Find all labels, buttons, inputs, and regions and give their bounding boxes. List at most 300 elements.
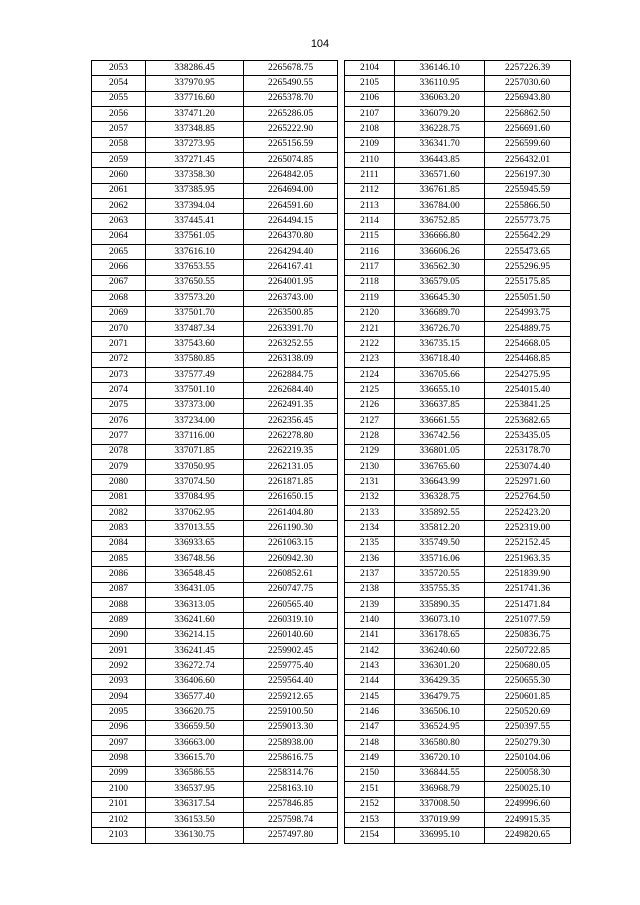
y-coordinate-cell: 2262491.35 (244, 398, 338, 413)
table-row (345, 183, 571, 198)
point-number-cell: 2097 (92, 736, 146, 751)
y-coordinate-cell: 2264294.40 (244, 245, 338, 260)
y-coordinate-cell: 2261404.80 (244, 505, 338, 520)
x-coordinate-cell: 336537.95 (146, 782, 244, 797)
table-row (345, 613, 571, 628)
point-number-cell: 2144 (345, 674, 395, 689)
y-coordinate-cell: 2254275.95 (485, 367, 571, 382)
table-row (92, 383, 338, 398)
point-number-cell: 2103 (92, 828, 146, 843)
y-coordinate-cell: 2254668.05 (485, 337, 571, 352)
y-coordinate-cell: 2255945.59 (485, 183, 571, 198)
point-number-cell: 2146 (345, 705, 395, 720)
x-coordinate-cell: 337385.95 (146, 183, 244, 198)
table-row (345, 536, 571, 551)
x-coordinate-cell: 337501.70 (146, 306, 244, 321)
y-coordinate-cell: 2255642.29 (485, 229, 571, 244)
point-number-cell: 2071 (92, 337, 146, 352)
x-coordinate-cell: 337394.04 (146, 199, 244, 214)
point-number-cell: 2064 (92, 229, 146, 244)
x-coordinate-cell: 336313.05 (146, 598, 244, 613)
y-coordinate-cell: 2250601.85 (485, 690, 571, 705)
x-coordinate-cell: 336637.85 (395, 398, 485, 413)
y-coordinate-cell: 2265490.55 (244, 76, 338, 91)
y-coordinate-cell: 2263138.09 (244, 352, 338, 367)
table-row (345, 413, 571, 428)
table-row (345, 245, 571, 260)
point-number-cell: 2137 (345, 567, 395, 582)
table-row (92, 229, 338, 244)
y-coordinate-cell: 2249820.65 (485, 828, 571, 843)
y-coordinate-cell: 2253841.25 (485, 398, 571, 413)
point-number-cell: 2148 (345, 736, 395, 751)
x-coordinate-cell: 338286.45 (146, 61, 244, 76)
point-number-cell: 2060 (92, 168, 146, 183)
point-number-cell: 2104 (345, 61, 395, 76)
y-coordinate-cell: 2262684.40 (244, 383, 338, 398)
y-coordinate-cell: 2260565.40 (244, 598, 338, 613)
point-number-cell: 2139 (345, 598, 395, 613)
table-row (92, 183, 338, 198)
point-number-cell: 2065 (92, 245, 146, 260)
point-number-cell: 2117 (345, 260, 395, 275)
table-row (92, 337, 338, 352)
point-number-cell: 2100 (92, 782, 146, 797)
table-row (345, 107, 571, 122)
y-coordinate-cell: 2265678.75 (244, 61, 338, 76)
table-row (92, 690, 338, 705)
point-number-cell: 2142 (345, 644, 395, 659)
x-coordinate-cell: 336661.55 (395, 413, 485, 428)
point-number-cell: 2143 (345, 659, 395, 674)
y-coordinate-cell: 2261650.15 (244, 490, 338, 505)
table-row (345, 505, 571, 520)
y-coordinate-cell: 2256943.80 (485, 91, 571, 106)
y-coordinate-cell: 2262219.35 (244, 444, 338, 459)
table-row (345, 275, 571, 290)
table-row (92, 505, 338, 520)
point-number-cell: 2101 (92, 797, 146, 812)
x-coordinate-cell: 337074.50 (146, 475, 244, 490)
x-coordinate-cell: 335890.35 (395, 598, 485, 613)
y-coordinate-cell: 2261190.30 (244, 521, 338, 536)
y-coordinate-cell: 2252764.50 (485, 490, 571, 505)
table-row (345, 429, 571, 444)
y-coordinate-cell: 2259013.30 (244, 720, 338, 735)
x-coordinate-cell: 336655.10 (395, 383, 485, 398)
y-coordinate-cell: 2263252.55 (244, 337, 338, 352)
table-row (92, 306, 338, 321)
table-row (92, 751, 338, 766)
x-coordinate-cell: 336571.60 (395, 168, 485, 183)
y-coordinate-cell: 2249996.60 (485, 797, 571, 812)
table-row (92, 107, 338, 122)
x-coordinate-cell: 337445.41 (146, 214, 244, 229)
table-row (345, 444, 571, 459)
y-coordinate-cell: 2256197.30 (485, 168, 571, 183)
y-coordinate-cell: 2254993.75 (485, 306, 571, 321)
point-number-cell: 2068 (92, 291, 146, 306)
y-coordinate-cell: 2258163.10 (244, 782, 338, 797)
point-number-cell: 2081 (92, 490, 146, 505)
x-coordinate-cell: 337050.95 (146, 459, 244, 474)
point-number-cell: 2084 (92, 536, 146, 551)
y-coordinate-cell: 2255051.50 (485, 291, 571, 306)
y-coordinate-cell: 2250025.10 (485, 782, 571, 797)
x-coordinate-cell: 336844.55 (395, 766, 485, 781)
table-row (92, 413, 338, 428)
x-coordinate-cell: 336214.15 (146, 628, 244, 643)
table-row (92, 459, 338, 474)
y-coordinate-cell: 2259902.45 (244, 644, 338, 659)
y-coordinate-cell: 2250520.69 (485, 705, 571, 720)
y-coordinate-cell: 2252152.45 (485, 536, 571, 551)
y-coordinate-cell: 2257846.85 (244, 797, 338, 812)
table-row (345, 76, 571, 91)
x-coordinate-cell: 336548.45 (146, 567, 244, 582)
x-coordinate-cell: 336606.26 (395, 245, 485, 260)
table-row (345, 459, 571, 474)
y-coordinate-cell: 2263743.00 (244, 291, 338, 306)
x-coordinate-cell: 337373.00 (146, 398, 244, 413)
point-number-cell: 2083 (92, 521, 146, 536)
point-number-cell: 2056 (92, 107, 146, 122)
point-number-cell: 2099 (92, 766, 146, 781)
x-coordinate-cell: 336577.40 (146, 690, 244, 705)
table-row (345, 598, 571, 613)
x-coordinate-cell: 336580.80 (395, 736, 485, 751)
x-coordinate-cell: 336178.65 (395, 628, 485, 643)
table-row (92, 153, 338, 168)
table-row (92, 61, 338, 76)
point-number-cell: 2094 (92, 690, 146, 705)
x-coordinate-cell: 336073.10 (395, 613, 485, 628)
x-coordinate-cell: 336240.60 (395, 644, 485, 659)
point-number-cell: 2106 (345, 91, 395, 106)
table-row (92, 797, 338, 812)
point-number-cell: 2070 (92, 321, 146, 336)
table-row (345, 352, 571, 367)
table-row (345, 812, 571, 827)
x-coordinate-cell: 336241.45 (146, 644, 244, 659)
y-coordinate-cell: 2264001.95 (244, 275, 338, 290)
point-number-cell: 2120 (345, 306, 395, 321)
table-row (92, 275, 338, 290)
x-coordinate-cell: 335812.20 (395, 521, 485, 536)
table-row (345, 766, 571, 781)
point-number-cell: 2078 (92, 444, 146, 459)
y-coordinate-cell: 2265222.90 (244, 122, 338, 137)
y-coordinate-cell: 2264370.80 (244, 229, 338, 244)
x-coordinate-cell: 336720.10 (395, 751, 485, 766)
y-coordinate-cell: 2262356.45 (244, 413, 338, 428)
point-number-cell: 2110 (345, 153, 395, 168)
y-coordinate-cell: 2264494.15 (244, 214, 338, 229)
x-coordinate-cell: 337561.05 (146, 229, 244, 244)
point-number-cell: 2076 (92, 413, 146, 428)
table-row (345, 674, 571, 689)
x-coordinate-cell: 336659.50 (146, 720, 244, 735)
table-row (92, 766, 338, 781)
x-coordinate-cell: 336705.66 (395, 367, 485, 382)
x-coordinate-cell: 336761.85 (395, 183, 485, 198)
table-row (345, 398, 571, 413)
point-number-cell: 2133 (345, 505, 395, 520)
x-coordinate-cell: 337062.95 (146, 505, 244, 520)
y-coordinate-cell: 2262884.75 (244, 367, 338, 382)
x-coordinate-cell: 337471.20 (146, 107, 244, 122)
table-row (345, 199, 571, 214)
y-coordinate-cell: 2255866.50 (485, 199, 571, 214)
table-row (345, 214, 571, 229)
y-coordinate-cell: 2265074.85 (244, 153, 338, 168)
x-coordinate-cell: 336995.10 (395, 828, 485, 843)
table-row (345, 782, 571, 797)
point-number-cell: 2116 (345, 245, 395, 260)
table-row (92, 260, 338, 275)
table-row (345, 91, 571, 106)
x-coordinate-cell: 336765.60 (395, 459, 485, 474)
x-coordinate-cell: 336666.80 (395, 229, 485, 244)
y-coordinate-cell: 2262278.80 (244, 429, 338, 444)
x-coordinate-cell: 337234.00 (146, 413, 244, 428)
point-number-cell: 2092 (92, 659, 146, 674)
table-row (345, 291, 571, 306)
table-row (92, 812, 338, 827)
y-coordinate-cell: 2253074.40 (485, 459, 571, 474)
x-coordinate-cell: 337970.95 (146, 76, 244, 91)
point-number-cell: 2135 (345, 536, 395, 551)
table-row (92, 475, 338, 490)
point-number-cell: 2066 (92, 260, 146, 275)
point-number-cell: 2102 (92, 812, 146, 827)
point-number-cell: 2085 (92, 552, 146, 567)
x-coordinate-cell: 336643.99 (395, 475, 485, 490)
point-number-cell: 2119 (345, 291, 395, 306)
point-number-cell: 2075 (92, 398, 146, 413)
table-row (345, 552, 571, 567)
table-row (345, 475, 571, 490)
table-row (345, 736, 571, 751)
point-number-cell: 2086 (92, 567, 146, 582)
x-coordinate-cell: 336153.50 (146, 812, 244, 827)
point-number-cell: 2087 (92, 582, 146, 597)
x-coordinate-cell: 336726.70 (395, 321, 485, 336)
table-row (92, 536, 338, 551)
x-coordinate-cell: 335892.55 (395, 505, 485, 520)
table-row (92, 521, 338, 536)
point-number-cell: 2145 (345, 690, 395, 705)
table-row (345, 751, 571, 766)
y-coordinate-cell: 2250722.85 (485, 644, 571, 659)
x-coordinate-cell: 337716.60 (146, 91, 244, 106)
x-coordinate-cell: 336524.95 (395, 720, 485, 735)
y-coordinate-cell: 2252971.60 (485, 475, 571, 490)
table-row (345, 705, 571, 720)
point-number-cell: 2154 (345, 828, 395, 843)
y-coordinate-cell: 2260852.61 (244, 567, 338, 582)
x-coordinate-cell: 336079.20 (395, 107, 485, 122)
point-number-cell: 2077 (92, 429, 146, 444)
y-coordinate-cell: 2259100.50 (244, 705, 338, 720)
y-coordinate-cell: 2258616.75 (244, 751, 338, 766)
y-coordinate-cell: 2258938.00 (244, 736, 338, 751)
y-coordinate-cell: 2252319.00 (485, 521, 571, 536)
y-coordinate-cell: 2265378.70 (244, 91, 338, 106)
table-row (345, 659, 571, 674)
table-row (92, 168, 338, 183)
table-row (345, 168, 571, 183)
x-coordinate-cell: 336317.54 (146, 797, 244, 812)
point-number-cell: 2123 (345, 352, 395, 367)
point-number-cell: 2149 (345, 751, 395, 766)
table-row (345, 628, 571, 643)
table-row (345, 567, 571, 582)
point-number-cell: 2090 (92, 628, 146, 643)
point-number-cell: 2089 (92, 613, 146, 628)
x-coordinate-cell: 336784.00 (395, 199, 485, 214)
table-row (345, 582, 571, 597)
y-coordinate-cell: 2250058.30 (485, 766, 571, 781)
table-row (92, 582, 338, 597)
x-coordinate-cell: 336718.40 (395, 352, 485, 367)
point-number-cell: 2080 (92, 475, 146, 490)
table-row (92, 567, 338, 582)
table-row (92, 490, 338, 505)
table-row (92, 644, 338, 659)
table-row (92, 398, 338, 413)
point-number-cell: 2118 (345, 275, 395, 290)
point-number-cell: 2127 (345, 413, 395, 428)
point-number-cell: 2125 (345, 383, 395, 398)
y-coordinate-cell: 2262131.05 (244, 459, 338, 474)
x-coordinate-cell: 337650.55 (146, 275, 244, 290)
page-number: 104 (310, 38, 330, 50)
point-number-cell: 2152 (345, 797, 395, 812)
y-coordinate-cell: 2263500.85 (244, 306, 338, 321)
x-coordinate-cell: 336443.85 (395, 153, 485, 168)
table-row (345, 521, 571, 536)
point-number-cell: 2129 (345, 444, 395, 459)
y-coordinate-cell: 2250655.30 (485, 674, 571, 689)
table-row (92, 659, 338, 674)
x-coordinate-cell: 336063.20 (395, 91, 485, 106)
point-number-cell: 2058 (92, 137, 146, 152)
x-coordinate-cell: 336328.75 (395, 490, 485, 505)
point-number-cell: 2130 (345, 459, 395, 474)
table-row (92, 828, 338, 843)
x-coordinate-cell: 336748.56 (146, 552, 244, 567)
y-coordinate-cell: 2264167.41 (244, 260, 338, 275)
point-number-cell: 2140 (345, 613, 395, 628)
point-number-cell: 2105 (345, 76, 395, 91)
point-number-cell: 2055 (92, 91, 146, 106)
table-row (92, 91, 338, 106)
point-number-cell: 2107 (345, 107, 395, 122)
y-coordinate-cell: 2260140.60 (244, 628, 338, 643)
y-coordinate-cell: 2265156.59 (244, 137, 338, 152)
x-coordinate-cell: 336933.65 (146, 536, 244, 551)
table-row (345, 690, 571, 705)
y-coordinate-cell: 2261063.15 (244, 536, 338, 551)
point-number-cell: 2096 (92, 720, 146, 735)
point-number-cell: 2128 (345, 429, 395, 444)
point-number-cell: 2147 (345, 720, 395, 735)
point-number-cell: 2141 (345, 628, 395, 643)
point-number-cell: 2061 (92, 183, 146, 198)
point-number-cell: 2134 (345, 521, 395, 536)
table-row (92, 367, 338, 382)
x-coordinate-cell: 336579.05 (395, 275, 485, 290)
point-number-cell: 2131 (345, 475, 395, 490)
coordinate-table-left (91, 60, 338, 844)
point-number-cell: 2113 (345, 199, 395, 214)
table-row (345, 260, 571, 275)
x-coordinate-cell: 335749.50 (395, 536, 485, 551)
table-row (92, 245, 338, 260)
x-coordinate-cell: 335720.55 (395, 567, 485, 582)
table-row (345, 644, 571, 659)
table-row (92, 429, 338, 444)
x-coordinate-cell: 337616.10 (146, 245, 244, 260)
x-coordinate-cell: 336479.75 (395, 690, 485, 705)
table-row (345, 383, 571, 398)
point-number-cell: 2153 (345, 812, 395, 827)
x-coordinate-cell: 336735.15 (395, 337, 485, 352)
table-row (345, 122, 571, 137)
point-number-cell: 2150 (345, 766, 395, 781)
table-row (92, 214, 338, 229)
y-coordinate-cell: 2264591.60 (244, 199, 338, 214)
point-number-cell: 2126 (345, 398, 395, 413)
point-number-cell: 2074 (92, 383, 146, 398)
table-row (92, 598, 338, 613)
x-coordinate-cell: 337084.95 (146, 490, 244, 505)
x-coordinate-cell: 336406.60 (146, 674, 244, 689)
table-row (92, 720, 338, 735)
table-row (345, 490, 571, 505)
y-coordinate-cell: 2265286.05 (244, 107, 338, 122)
y-coordinate-cell: 2260319.10 (244, 613, 338, 628)
x-coordinate-cell: 336301.20 (395, 659, 485, 674)
x-coordinate-cell: 336431.05 (146, 582, 244, 597)
point-number-cell: 2115 (345, 229, 395, 244)
x-coordinate-cell: 337653.55 (146, 260, 244, 275)
y-coordinate-cell: 2256691.60 (485, 122, 571, 137)
point-number-cell: 2136 (345, 552, 395, 567)
table-row (92, 613, 338, 628)
x-coordinate-cell: 336742.56 (395, 429, 485, 444)
y-coordinate-cell: 2256599.60 (485, 137, 571, 152)
x-coordinate-cell: 337271.45 (146, 153, 244, 168)
x-coordinate-cell: 336689.70 (395, 306, 485, 321)
x-coordinate-cell: 336801.05 (395, 444, 485, 459)
y-coordinate-cell: 2251963.35 (485, 552, 571, 567)
point-number-cell: 2093 (92, 674, 146, 689)
y-coordinate-cell: 2264694.00 (244, 183, 338, 198)
y-coordinate-cell: 2250680.05 (485, 659, 571, 674)
y-coordinate-cell: 2259564.40 (244, 674, 338, 689)
y-coordinate-cell: 2252423.20 (485, 505, 571, 520)
x-coordinate-cell: 336241.60 (146, 613, 244, 628)
x-coordinate-cell: 336341.70 (395, 137, 485, 152)
table-row (92, 736, 338, 751)
point-number-cell: 2121 (345, 321, 395, 336)
table-row (345, 797, 571, 812)
y-coordinate-cell: 2254889.75 (485, 321, 571, 336)
point-number-cell: 2151 (345, 782, 395, 797)
point-number-cell: 2091 (92, 644, 146, 659)
